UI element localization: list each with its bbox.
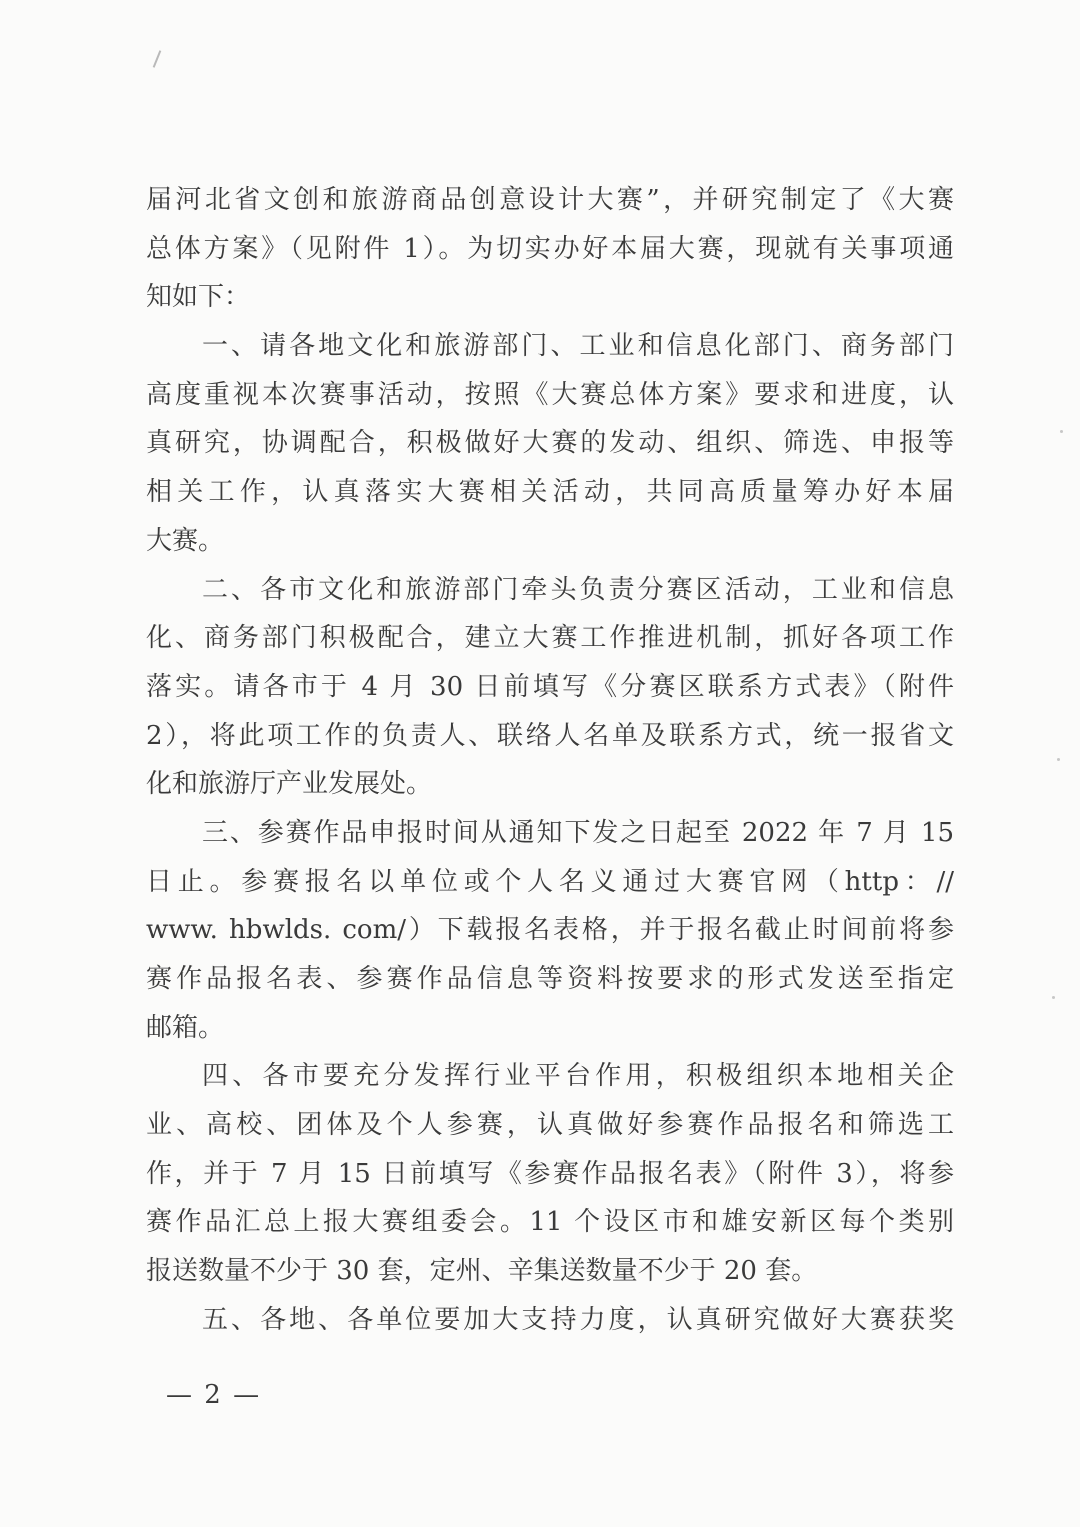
body-line: 赛作品报名表、参赛作品信息等资料按要求的形式发送至指定 [146,964,954,994]
body-line: www. hbwlds. com/）下载报名表格，并于报名截止时间前将参 [146,915,954,946]
body-line: 大赛。 [146,525,225,556]
body-line: 真研究，协调配合，积极做好大赛的发动、组织、筛选、申报等 [146,428,954,459]
scan-mark [153,50,162,67]
body-line: 相关工作，认真落实大赛相关活动，共同高质量筹办好本届 [146,477,954,508]
paragraph-first-line: 四、各市要充分发挥行业平台作用，积极组织本地相关企 [202,1061,954,1092]
body-line: 届河北省文创和旅游商品创意设计大赛”，并研究制定了《大赛 [146,185,954,215]
paragraph-first-line: 一、请各地文化和旅游部门、工业和信息化部门、商务部门 [202,331,954,362]
paragraph-first-line: 三、参赛作品申报时间从通知下发之日起至 2022 年 7 月 15 [202,817,954,848]
body-line: 赛作品汇总上报大赛组委会。11 个设区市和雄安新区每个类别 [146,1207,954,1238]
document-body [146,176,954,1345]
body-line: 业、高校、团体及个人参赛，认真做好参赛作品报名和筛选工 [146,1110,954,1141]
page-number: — 2 — [166,1380,262,1410]
body-line: 落实。请各市于 4 月 30 日前填写《分赛区联系方式表》（附件 [146,671,954,702]
scan-speck [1057,758,1060,761]
body-line: 化、商务部门积极配合，建立大赛工作推进机制，抓好各项工作 [146,623,954,654]
body-line: 化和旅游厅产业发展处。 [146,769,433,800]
body-line: 日止。参赛报名以单位或个人名义通过大赛官网（http：// [146,866,954,897]
scan-speck [1060,430,1063,433]
body-line: 报送数量不少于 30 套，定州、辛集送数量不少于 20 套。 [146,1256,818,1287]
body-line: 2），将此项工作的负责人、联络人名单及联系方式，统一报省文 [146,720,954,751]
body-line: 高度重视本次赛事活动，按照《大赛总体方案》要求和进度，认 [146,379,954,410]
paragraph-first-line: 五、各地、各单位要加大支持力度，认真研究做好大赛获奖 [202,1304,954,1335]
body-line: 邮箱。 [146,1012,225,1043]
body-line: 总体方案》（见附件 1）。为切实办好本届大赛，现就有关事项通 [146,233,954,264]
scan-speck [1052,996,1055,999]
body-line: 作，并于 7 月 15 日前填写《参赛作品报名表》（附件 3），将参 [146,1158,954,1189]
body-line: 知如下： [146,282,251,313]
paragraph-first-line: 二、各市文化和旅游部门牵头负责分赛区活动，工业和信息 [202,574,954,605]
